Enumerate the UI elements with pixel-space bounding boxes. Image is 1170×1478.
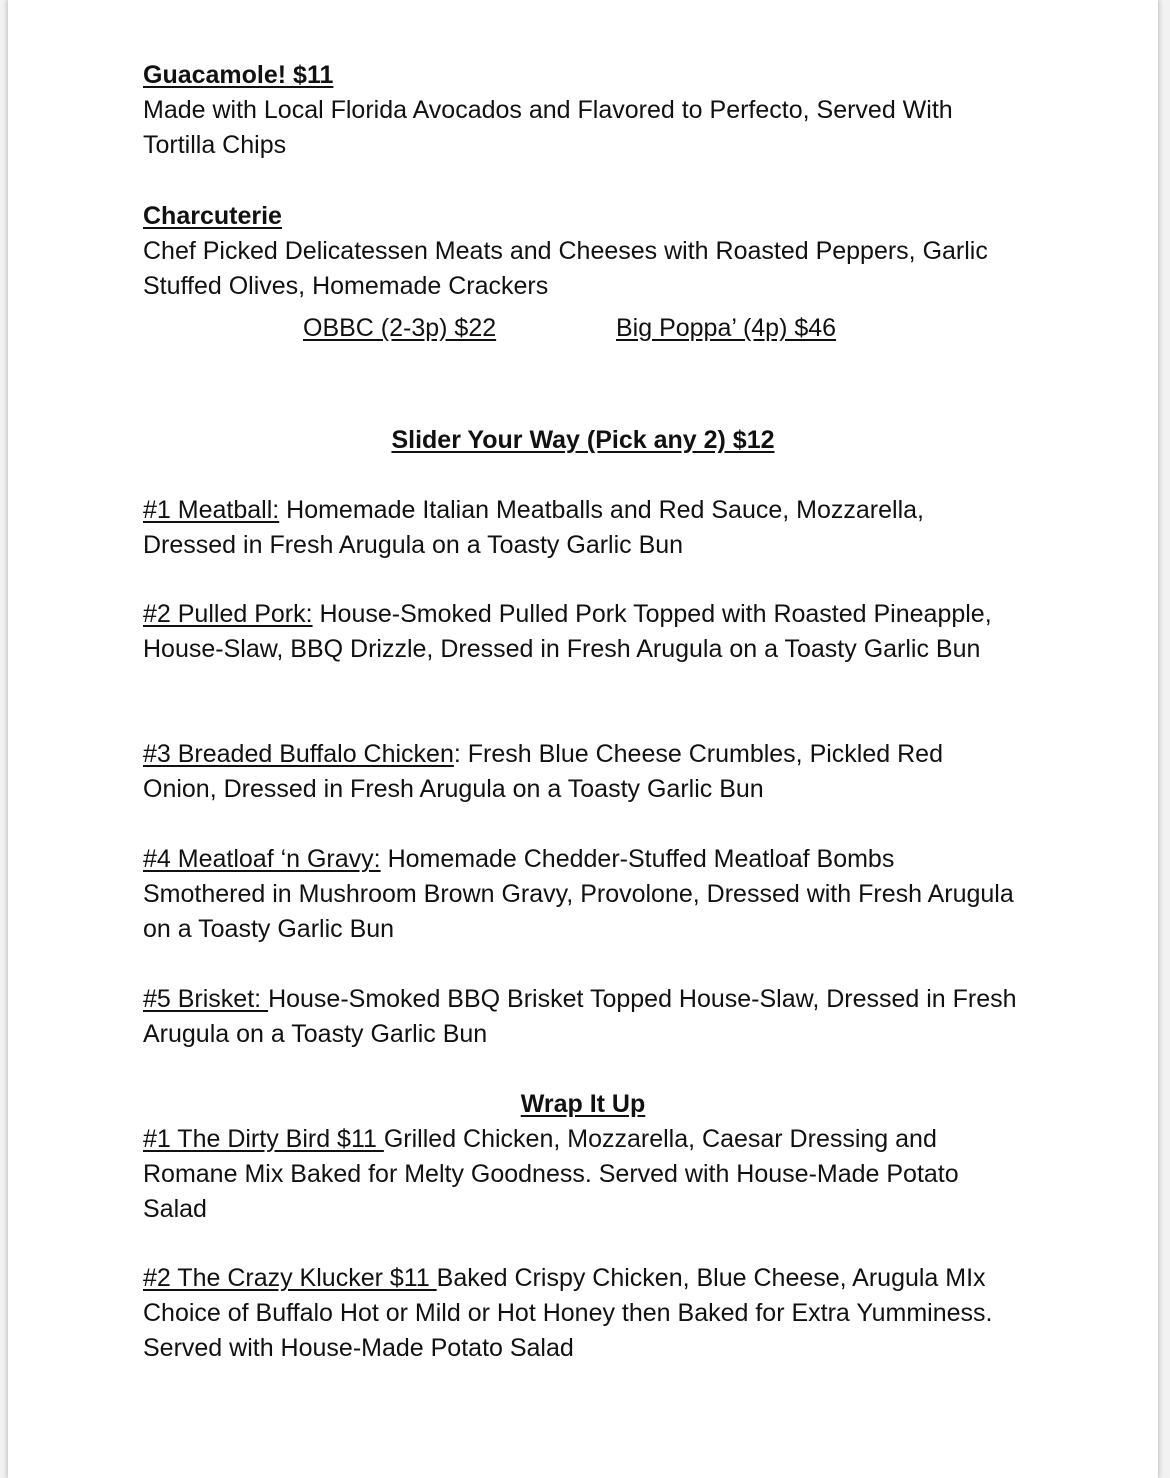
slider-item: [143, 737, 1023, 807]
menu-item-guacamole: [143, 58, 1023, 163]
slider-item-description: House-Smoked BBQ Brisket Topped House-Slaw, Dressed in Fresh Arugula on a Toasty Garlic Bun: [143, 985, 1017, 1048]
wrap-item-description: Baked Crispy Chicken, Blue Cheese, Arugula MIx Choice of Buffalo Hot or Mild or Hot Honey then Baked for Extra Yumminess. Served with House-Made Potato Salad: [143, 1264, 993, 1362]
slider-item-name: #1 Meatball:: [143, 496, 280, 524]
charcuterie-option-large: Big Poppa’ (4p) $46: [616, 314, 837, 342]
wrap-item-name: #1 The Dirty Bird $11: [143, 1125, 384, 1153]
guacamole-title: Guacamole! $11: [143, 61, 334, 89]
wrap-item-description: Grilled Chicken, Mozzarella, Caesar Dressing and Romane Mix Baked for Melty Goodness. Served with House-Made Potato Salad: [143, 1125, 959, 1223]
slider-item-name: #4 Meatloaf ‘n Gravy:: [143, 845, 381, 873]
slider-item-name: #2 Pulled Pork:: [143, 600, 313, 628]
slider-item: [143, 493, 1023, 563]
wrap-item: [143, 1261, 1023, 1366]
charcuterie-option-small: OBBC (2-3p) $22: [303, 314, 497, 342]
menu-item-charcuterie: [143, 199, 1023, 304]
slider-item: [143, 982, 1023, 1052]
wrap-item: [143, 1122, 1023, 1227]
sliders-heading: Slider Your Way (Pick any 2) $12: [391, 426, 775, 454]
slider-item: [143, 597, 1023, 667]
slider-item-description: Homemade Italian Meatballs and Red Sauce, Mozzarella, Dressed in Fresh Arugula on a Toasty Garlic Bun: [143, 496, 924, 559]
slider-item: [143, 842, 1023, 947]
guacamole-description: Made with Local Florida Avocados and Flavored to Perfecto, Served With Tortilla Chips: [143, 96, 953, 159]
charcuterie-title: Charcuterie: [143, 202, 282, 230]
slider-item-name: #3 Breaded Buffalo Chicken: [143, 740, 454, 768]
wraps-heading: Wrap It Up: [520, 1090, 646, 1118]
wrap-item-name: #2 The Crazy Klucker $11: [143, 1264, 437, 1292]
slider-item-name: #5 Brisket:: [143, 985, 269, 1013]
menu-page: [8, 0, 1158, 1478]
charcuterie-description: Chef Picked Delicatessen Meats and Cheeses with Roasted Peppers, Garlic Stuffed Olives, Homemade Crackers: [143, 237, 988, 300]
slider-item-description: House-Smoked Pulled Pork Topped with Roasted Pineapple, House-Slaw, BBQ Drizzle, Dressed in Fresh Arugula on a Toasty Garlic Bun: [143, 600, 992, 663]
slider-item-description: : Fresh Blue Cheese Crumbles, Pickled Red Onion, Dressed in Fresh Arugula on a Toasty Garlic Bun: [143, 740, 943, 803]
slider-item-description: Homemade Chedder-Stuffed Meatloaf Bombs Smothered in Mushroom Brown Gravy, Provolone, Dressed with Fresh Arugula on a Toasty Garlic Bun: [143, 845, 1014, 943]
